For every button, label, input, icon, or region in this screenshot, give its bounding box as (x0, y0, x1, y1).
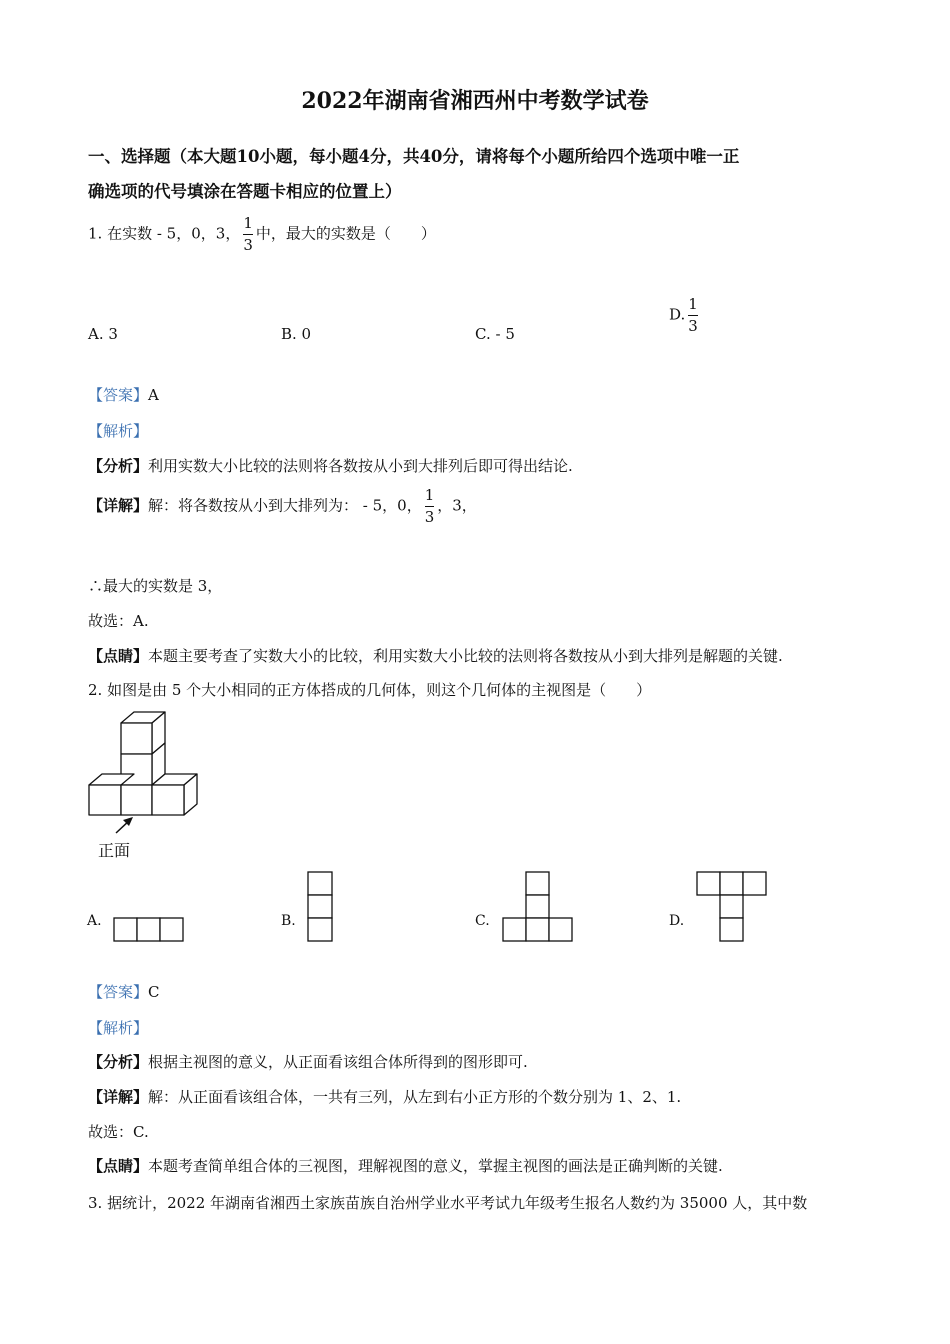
q2-option-a-label: A. (87, 913, 102, 929)
q1-fenxi (88, 455, 573, 476)
section-heading-line2: 确选项的代号填涂在答题卡相应的位置上） (88, 182, 402, 201)
q1-option-a: A. 3 (88, 325, 118, 343)
q1-stem (88, 216, 436, 253)
q2-dianjing (88, 1155, 723, 1176)
q1-stem-pre: 1. 在实数 - 5，0，3， (88, 224, 241, 243)
q2-fenxi-text: 根据主视图的意义，从正面看该组合体所得到的图形即可. (148, 1053, 528, 1071)
q1-option-d-fraction (688, 297, 698, 334)
q2-dianjing-text: 本题考查简单组合体的三视图，理解视图的意义，掌握主视图的画法是正确判断的关键. (148, 1157, 723, 1175)
cube-bottom-left-front (89, 785, 121, 815)
q1-choose: 故选：A. (88, 612, 149, 630)
q1-dianjing (88, 645, 783, 666)
q2-xiangjie (88, 1086, 681, 1107)
q2-stem: 2. 如图是由 5 个大小相同的正方体搭成的几何体，则这个几何体的主视图是（ ） (88, 681, 652, 699)
q3-stem: 3. 据统计，2022 年湖南省湘西土家族苗族自治州学业水平考试九年级考生报名人数约为 35000 人，其中数 (88, 1194, 808, 1212)
q1-xiangjie (88, 488, 477, 525)
front-label: 正面 (98, 841, 131, 860)
q1-option-c: C. - 5 (475, 325, 515, 343)
q1-xiangjie-tag: 【详解】 (88, 496, 149, 515)
q2-answer-tag: 【答案】 (88, 983, 149, 1001)
q2-xiangjie-tag: 【详解】 (88, 1088, 149, 1106)
section-heading-line1: 一、选择题（本大题10小题，每小题4分，共40分，请将每个小题所给四个选项中唯一正 (88, 147, 740, 166)
q1-fenxi-text: 利用实数大小比较的法则将各数按从小到大排列后即可得出结论. (148, 457, 573, 475)
front-arrow (116, 817, 133, 833)
q2-option-c-label: C. (475, 913, 490, 929)
cube-bottom-center-front (121, 785, 152, 815)
q1-option-d-label: D. (669, 305, 686, 324)
q1-stem-fraction (243, 216, 253, 253)
q2-option-c-figure (502, 871, 575, 943)
q1-conclusion: ∴最大的实数是 3， (88, 577, 223, 595)
q2-option-d-figure (696, 871, 769, 943)
q1-fenxi-tag: 【分析】 (88, 457, 149, 475)
cube-bottom-right-front (152, 785, 184, 815)
q2-option-a-figure (113, 917, 186, 942)
q2-xiangjie-text: 解：从正面看该组合体，一共有三列，从左到右小正方形的个数分别为 1、2、1. (148, 1088, 682, 1106)
q1-frac-numerator: 1 (243, 214, 253, 232)
q1-dianjing-tag: 【点睛】 (88, 647, 149, 665)
q1-xiangjie-denominator: 3 (424, 508, 435, 526)
q1-answer-tag: 【答案】 (88, 386, 149, 404)
q1-option-b: B. 0 (281, 325, 312, 343)
q2-analysis-tag: 【解析】 (88, 1019, 149, 1037)
cube-top-front (121, 723, 152, 754)
q1-option-d-denominator: 3 (688, 317, 698, 335)
q2-option-d-label: D. (669, 913, 685, 929)
q2-dianjing-tag: 【点睛】 (88, 1157, 149, 1175)
page-title: 2022年湖南省湘西州中考数学试卷 (301, 88, 649, 114)
q1-xiangjie-fraction (425, 488, 435, 525)
q1-analysis-tag: 【解析】 (88, 422, 149, 440)
q1-answer-value: A (148, 386, 159, 404)
q1-xiangjie-numerator: 1 (424, 486, 435, 504)
q1-stem-post: 中，最大的实数是（ ） (255, 224, 436, 243)
q2-option-b-label: B. (281, 913, 296, 929)
q1-option-d-numerator: 1 (688, 295, 698, 313)
q1-frac-denominator: 3 (243, 236, 253, 254)
q1-answer (88, 384, 159, 405)
q2-choose: 故选：C. (88, 1123, 149, 1141)
q2-fenxi (88, 1051, 528, 1072)
q1-xiangjie-post: ，3， (437, 496, 477, 515)
q1-dianjing-text: 本题主要考查了实数大小的比较，利用实数大小比较的法则将各数按从小到大排列是解题的关键. (148, 647, 783, 665)
q2-answer (88, 981, 160, 1002)
q1-xiangjie-pre: 解：将各数按从小到大排列为： - 5，0， (148, 496, 422, 515)
q2-answer-value: C (148, 983, 160, 1001)
q2-option-b-figure (307, 871, 334, 943)
q2-fenxi-tag: 【分析】 (88, 1053, 149, 1071)
q1-option-d (669, 297, 701, 334)
